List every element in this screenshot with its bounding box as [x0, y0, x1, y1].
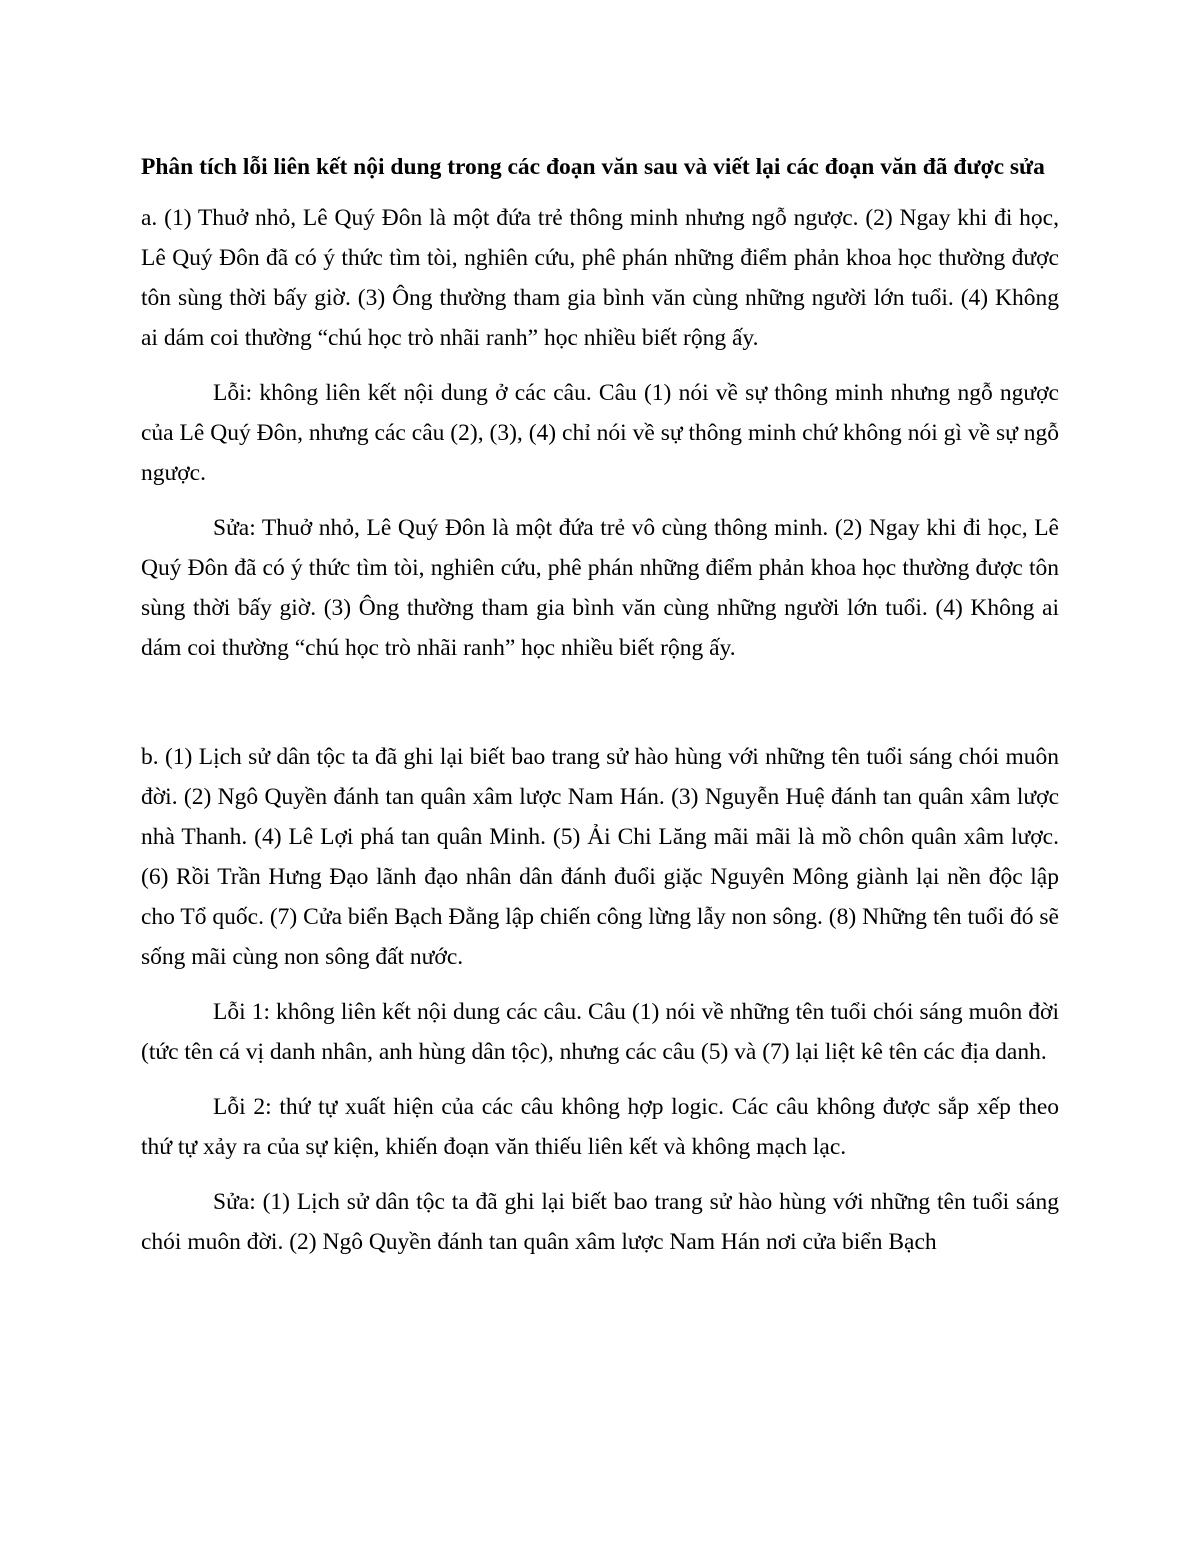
section-b-error-1: Lỗi 1: không liên kết nội dung các câu. Câu (1) nói về những tên tuổi chói sáng muôn đời (tức tên cá vị danh nhân, anh hùng dân tộc), nhưng các câu (5) và (7) lại liệt kê tên các địa danh. [141, 999, 1059, 1065]
section-b [141, 737, 1059, 1262]
document-title: Phân tích lỗi liên kết nội dung trong các đoạn văn sau và viết lại các đoạn văn đã được sửa [141, 154, 1045, 180]
section-a [141, 198, 1059, 668]
section-b-paragraph: b. (1) Lịch sử dân tộc ta đã ghi lại biết bao trang sử hào hùng với những tên tuổi sáng chói muôn đời. (2) Ngô Quyền đánh tan quân xâm lược Nam Hán. (3) Nguyễn Huệ đánh tan quân xâm lược nhà Thanh. (4) Lê Lợi phá tan quân Minh. (5) Ải Chi Lăng mãi mãi là mồ chôn quân xâm lược. (6) Rồi Trần Hưng Đạo lãnh đạo nhân dân đánh đuổi giặc Nguyên Mông giành lại nền độc lập cho Tổ quốc. (7) Cửa biển Bạch Đằng lập chiến công lừng lẫy non sông. (8) Những tên tuổi đó sẽ sống mãi cùng non sông đất nước. [141, 744, 1059, 970]
section-b-error-2: Lỗi 2: thứ tự xuất hiện của các câu không hợp logic. Các câu không được sắp xếp theo thứ tự xảy ra của sự kiện, khiến đoạn văn thiếu liên kết và không mạch lạc. [141, 1094, 1059, 1160]
section-gap [141, 683, 1059, 737]
section-a-error: Lỗi: không liên kết nội dung ở các câu. Câu (1) nói về sự thông minh nhưng ngỗ ngược của Lê Quý Đôn, nhưng các câu (2), (3), (4) chỉ nói về sự thông minh chứ không nói gì về sự ngỗ ngược. [141, 380, 1059, 486]
section-b-fix: Sửa: (1) Lịch sử dân tộc ta đã ghi lại biết bao trang sử hào hùng với những tên tuổi sáng chói muôn đời. (2) Ngô Quyền đánh tan quân xâm lược Nam Hán nơi cửa biển Bạch [141, 1189, 1059, 1255]
section-a-fix: Sửa: Thuở nhỏ, Lê Quý Đôn là một đứa trẻ vô cùng thông minh. (2) Ngay khi đi học, Lê Quý Đôn đã có ý thức tìm tòi, nghiên cứu, phê phán những điểm phản khoa học thường được tôn sùng thời bấy giờ. (3) Ông thường tham gia bình văn cùng những người lớn tuổi. (4) Không ai dám coi thường “chú học trò nhãi ranh” học nhiều biết rộng ấy. [141, 515, 1059, 661]
section-a-paragraph: a. (1) Thuở nhỏ, Lê Quý Đôn là một đứa trẻ thông minh nhưng ngỗ ngược. (2) Ngay khi đi học, Lê Quý Đôn đã có ý thức tìm tòi, nghiên cứu, phê phán những điểm phản khoa học thường được tôn sùng thời bấy giờ. (3) Ông thường tham gia bình văn cùng những người lớn tuổi. (4) Không ai dám coi thường “chú học trò nhãi ranh” học nhiều biết rộng ấy. [141, 205, 1059, 351]
document-page [141, 148, 1059, 1277]
